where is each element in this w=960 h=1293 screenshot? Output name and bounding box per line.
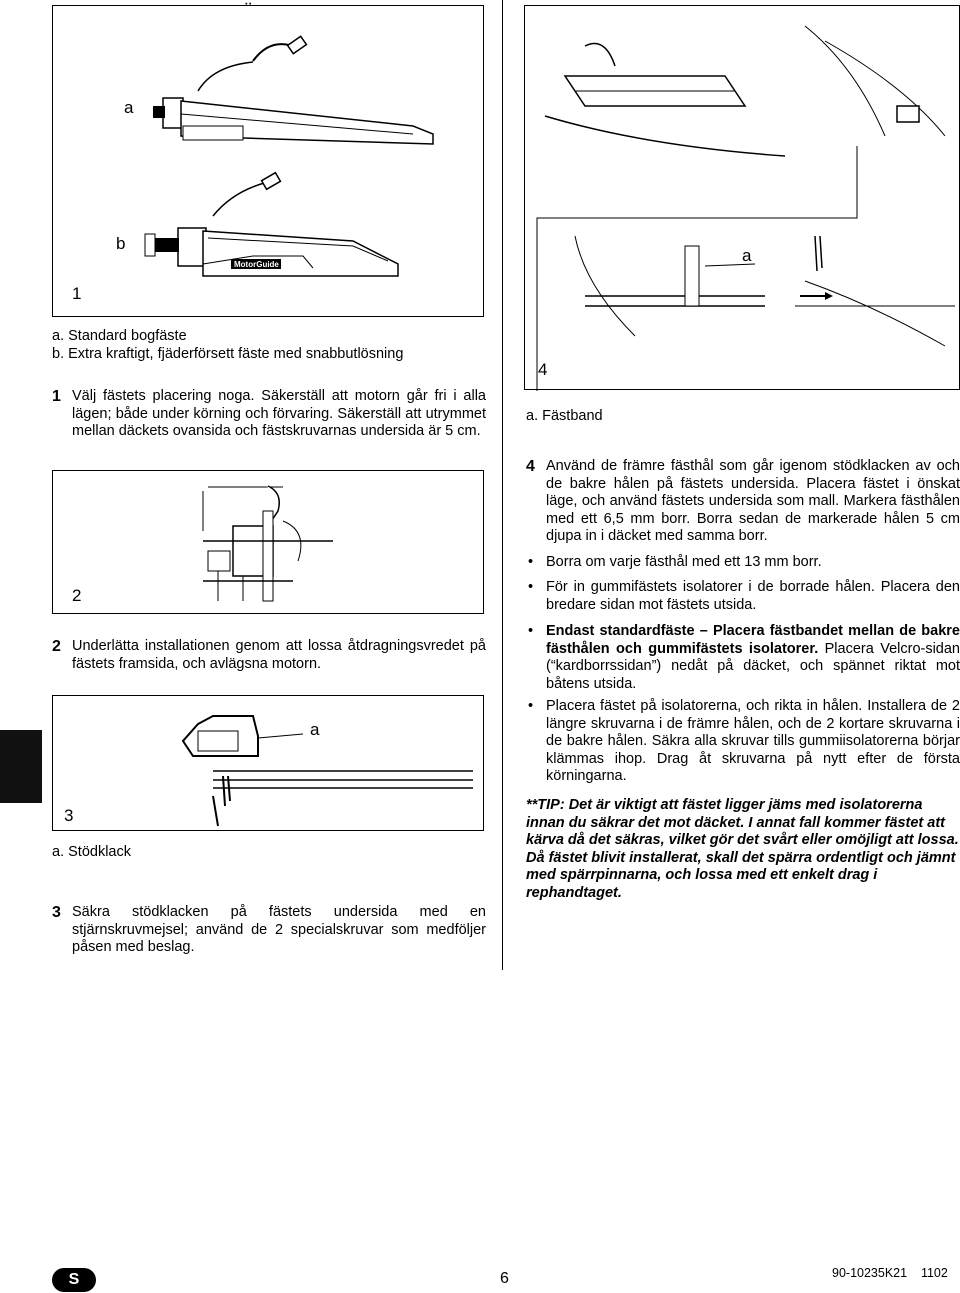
bullet-item: [528, 623, 960, 693]
figure-1-caption-b: b. Extra kraftigt, fjäderförsett fäste med snabbutlösning: [52, 346, 404, 362]
step-3-text: Säkra stödklacken på fästets undersida med en stjärnskruvmejsel; använd de 2 specialskruvar som medföljer påsen med beslag.: [72, 904, 486, 955]
figure-3-number: 3: [64, 806, 74, 825]
figure-1-label-a: a: [124, 98, 134, 117]
bullet-text: Placera Velcro-sidan (“kardborrssidan”) nedåt på däcket, och spännet riktat mot båtens utsida.: [546, 640, 960, 692]
page-number: 6: [500, 1270, 509, 1287]
brand-logo: MotorGuide: [234, 260, 279, 269]
bullet-text: Placera fästet på isolatorerna, och rikta in hålen. Installera de 2 längre skruvarna i de främre hålen, och de 2 kortare skruvarna i de bakre hålen. Säkra alla skruvar tills gummiisolatorerna börjar klämmas ihop. Drag åt skruvarna på nytt efter de första körningarna.: [546, 698, 960, 784]
bullet-icon: •: [528, 698, 534, 714]
step-4-text: Använd de främre fästhål som går igenom stödklacken av och de bakre hålen på fästets undersida. Placera fästet i önskat läge, och använd fästets undersida som mall. Markera fästhålen med ett 6,5 mm borr. Borra sedan de markerade hålen 5 cm djupa in i däcket med samma borr.: [546, 458, 960, 544]
figure-1-illustration: [53, 6, 485, 318]
tip-note: **TIP: Det är viktigt att fästet ligger jäms med isolatorerna innan du säkrar det mot däcket. I annat fall kommer fästet att kärva då det säkras, vilket gör det svårt eller omöjligt att lossa. Då fästet blivit installerat, skall det spärra ordentligt och jämnt med spärrpinnarna, och lossa med ett enkelt drag i rephandtaget.: [526, 797, 959, 901]
figure-3-label-a: a: [310, 720, 320, 739]
figure-4-number: 4: [538, 360, 548, 379]
document-number: 90-10235K21 1102: [832, 1266, 948, 1280]
step-2-text: Underlätta installationen genom att lossa åtdragningsvredet på fästets framsida, och avlägsna motorn.: [72, 638, 486, 672]
figure-2-illustration: [53, 471, 485, 615]
step-2-number: 2: [52, 638, 61, 655]
figure-2-number: 2: [72, 586, 82, 605]
step-1-number: 1: [52, 388, 61, 405]
bullet-item: [528, 579, 960, 614]
step-3-number: 3: [52, 904, 61, 921]
bullet-bold-text: Endast standardfäste – Placera fästbandet mellan de bakre fästhålen och gummifästets isolatorer.: [546, 623, 960, 657]
section-tab: [0, 730, 42, 803]
bullet-icon: •: [528, 623, 534, 639]
figure-4-label-a: a: [742, 246, 752, 265]
bullet-item: [528, 698, 960, 786]
bullet-text: Borra om varje fästhål med ett 13 mm borr.: [546, 554, 822, 570]
figure-1-number: 1: [72, 284, 82, 303]
figure-4-caption: a. Fästband: [526, 408, 603, 424]
language-badge: S: [52, 1268, 96, 1292]
figure-2: [52, 470, 484, 614]
figure-1: [52, 5, 484, 317]
bullet-icon: •: [528, 554, 534, 570]
bullet-icon: •: [528, 579, 534, 595]
figure-3-caption: a. Stödklack: [52, 844, 131, 860]
bullet-item: [528, 554, 960, 572]
figure-1-label-b: b: [116, 234, 126, 253]
step-1-text: Välj fästets placering noga. Säkerställ att motorn går fri i alla lägen; både under körning och förvaring. Säkerställ att utrymmet mellan däckets ovansida och fästskruvarnas undersida är 5 cm.: [72, 388, 486, 439]
column-divider: [502, 0, 503, 970]
figure-1-caption-a: a. Standard bogfäste: [52, 328, 187, 344]
figure-3: [52, 695, 484, 831]
figure-4-illustration: [525, 6, 960, 391]
figure-4: [524, 5, 960, 390]
figure-3-illustration: [53, 696, 485, 832]
step-4-number: 4: [526, 458, 535, 475]
bullet-text: För in gummifästets isolatorer i de borrade hålen. Placera den bredare sidan mot fästets utsida.: [546, 579, 960, 613]
